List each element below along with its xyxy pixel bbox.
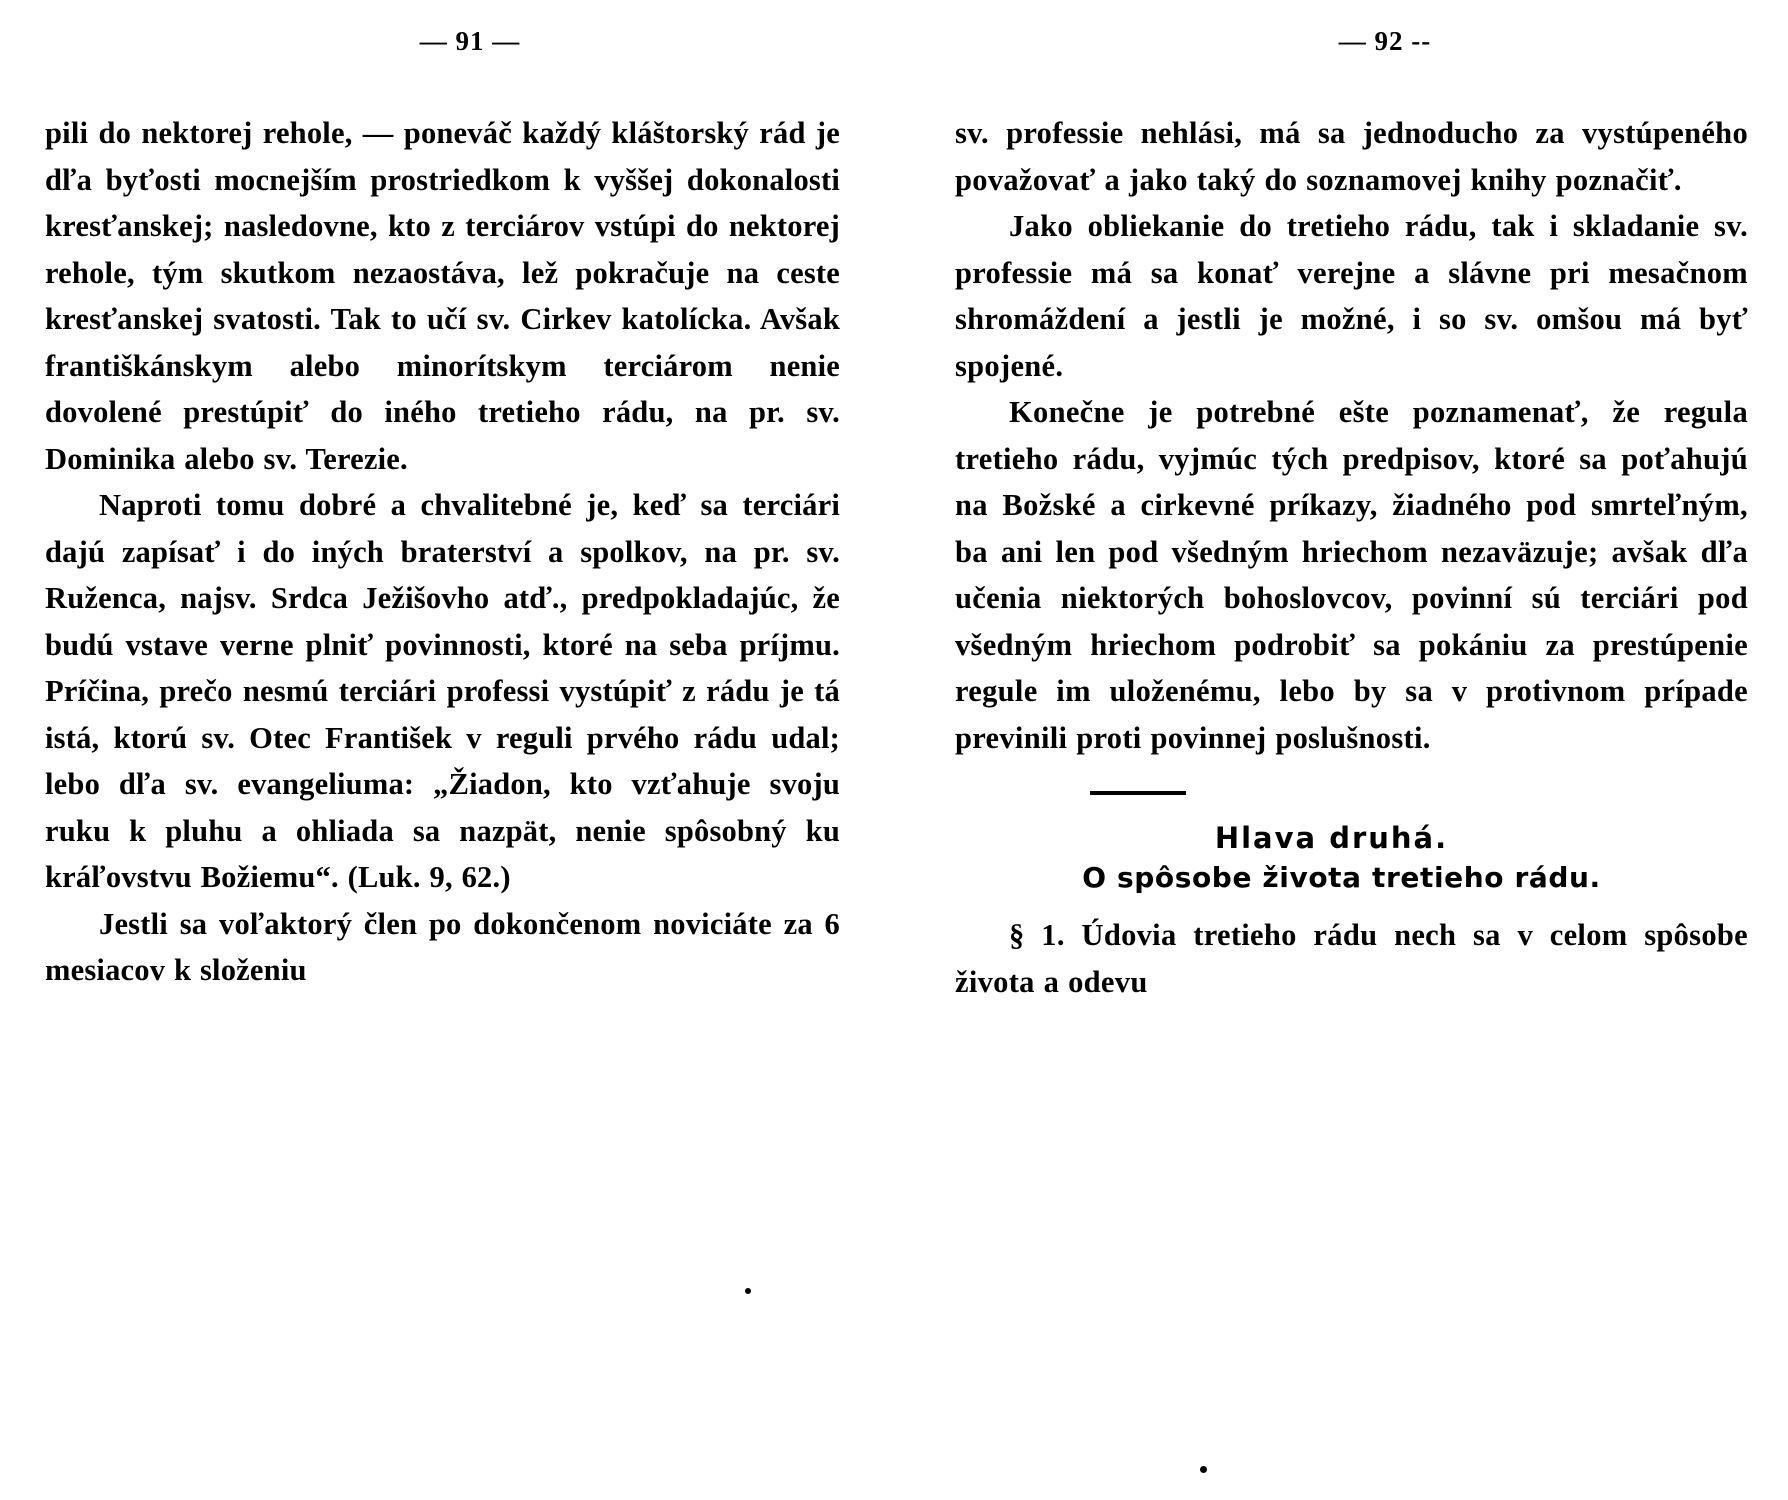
folio-left: — 91 — bbox=[419, 26, 521, 56]
paragraph: Konečne je potrebné ešte poznamenať, že regula tretieho rádu, vyjmúc tých predpisov, ktoré sa poťahujú na Božské a cirkevné príkazy, žiadného pod smrteľným, ba ani len pod všedným hriechom nezaväzuje; avšak dľa učenia niektorých bohoslovcov, povinní sú terciári pod všedným hriechom podrobiť sa pokániu za prestúpenie regule im uloženému, lebo by sa v protivnom prípade previnili proti povinnej poslušnosti. bbox=[955, 395, 1748, 755]
paragraph: Jako obliekanie do tretieho rádu, tak i skladanie sv. professie má sa konať verejne a slávne pri mesačnom shromáždení a jestli je možné, i so sv. omšou má byť spojené. bbox=[955, 209, 1748, 383]
ink-speck bbox=[1200, 1466, 1207, 1473]
paragraph: sv. professie nehlási, má sa jednoducho za vystúpeného považovať a jako taký do soznamovej knihy poznačiť. bbox=[955, 116, 1748, 197]
section-divider bbox=[1090, 791, 1186, 795]
chapter-subheading: O spôsobe života tretieho rádu. bbox=[1082, 861, 1601, 894]
paragraph: Jestli sa voľaktorý člen po dokončenom noviciáte za 6 mesiacov k složeniu bbox=[45, 906, 840, 987]
section-paragraph: § 1. Údovia tretieho rádu nech sa v celom spôsobe života a odevu bbox=[955, 918, 1748, 999]
column-right bbox=[900, 110, 1788, 1005]
ink-speck bbox=[745, 1288, 751, 1294]
text-columns bbox=[0, 110, 1788, 1005]
paragraph: Naproti tomu dobré a chvalitebné je, keď sa terciári dajú zapísať i do iných braterství a spolkov, na pr. sv. Ruženca, najsv. Srdca Ježišovho atď., predpokladajúc, že budú vstave verne plniť povinnosti, ktoré na seba príjmu. Príčina, prečo nesmú terciári professi vystúpiť z rádu je tá istá, ktorú sv. Otec František v reguli prvého rádu udal; lebo dľa sv. evangeliuma: „Žiadon, kto vzťahuje svoju ruku k pluhu a ohliada sa nazpät, nenie spôsobný ku kráľovstvu Božiemu“. (Luk. 9, 62.) bbox=[45, 488, 840, 894]
folio-right: — 92 -- bbox=[1338, 26, 1432, 56]
column-left bbox=[0, 110, 900, 1005]
paragraph: pili do nektorej rehole, — poneváč každý kláštorský rád je dľa byťosti mocnejším prostriedkom k vyššej dokonalosti kresťanskej; nasledovne, kto z terciárov vstúpi do nektorej rehole, tým skutkom nezaostáva, lež pokračuje na ceste kresťanskej svatosti. Tak to učí sv. Cirkev katolícka. Avšak františkánskym alebo minorítskym terciárom nenie dovolené prestúpiť do iného tretieho rádu, na pr. sv. Dominika alebo sv. Terezie. bbox=[45, 116, 840, 476]
chapter-heading: Hlava druhá. bbox=[1214, 821, 1449, 855]
page-headers bbox=[0, 26, 1788, 57]
